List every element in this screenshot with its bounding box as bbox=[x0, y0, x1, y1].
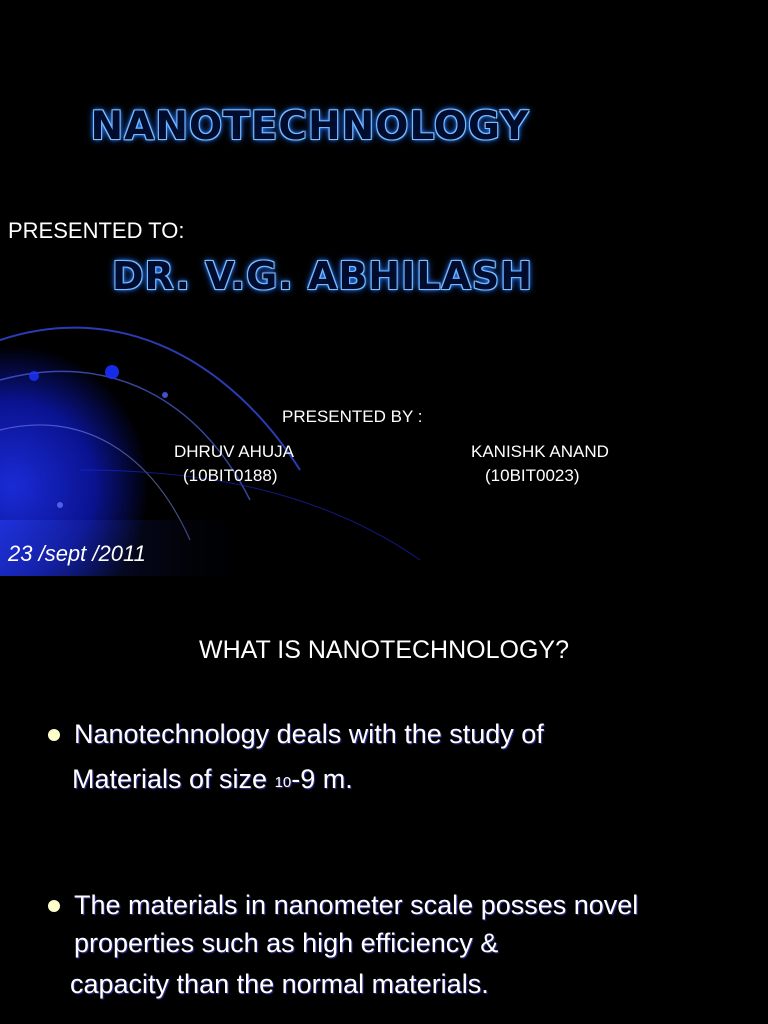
bullet-1-line-1: Nanotechnology deals with the study of bbox=[74, 719, 544, 749]
content-slide bbox=[0, 576, 768, 1024]
presented-to-label: PRESENTED TO: bbox=[8, 218, 185, 243]
bullet-1-line-2-base: 10 bbox=[274, 774, 292, 791]
bullet-item-2 bbox=[48, 890, 638, 921]
slide-heading: WHAT IS NANOTECHNOLOGY? bbox=[199, 636, 569, 664]
slide-title: NANOTECHNOLOGY bbox=[90, 104, 530, 149]
bullet-1-line-2-suffix: -9 m. bbox=[291, 764, 353, 794]
presentation-date: 23 /sept /2011 bbox=[8, 541, 146, 566]
bullet-2-line-1: The materials in nanometer scale posses novel bbox=[74, 890, 639, 920]
bullet-1-line-2 bbox=[72, 764, 353, 795]
presenter-to-name: DR. V.G. ABHILASH bbox=[111, 254, 534, 298]
bullet-2-line-2: properties such as high efficiency & bbox=[74, 928, 499, 958]
presenter-id-2: (10BIT0023) bbox=[485, 466, 580, 485]
presenter-name-2: KANISHK ANAND bbox=[471, 442, 609, 461]
bullet-1-line-2-prefix: Materials of size bbox=[72, 764, 275, 794]
bullet-item-1 bbox=[48, 719, 544, 750]
presented-by-label: PRESENTED BY : bbox=[282, 407, 423, 426]
presenter-id-1: (10BIT0188) bbox=[183, 466, 278, 485]
bullet-icon bbox=[48, 900, 60, 912]
presenter-name-1: DHRUV AHUJA bbox=[174, 442, 294, 461]
bullet-2-line-3: capacity than the normal materials. bbox=[70, 969, 489, 999]
bullet-icon bbox=[48, 729, 60, 741]
